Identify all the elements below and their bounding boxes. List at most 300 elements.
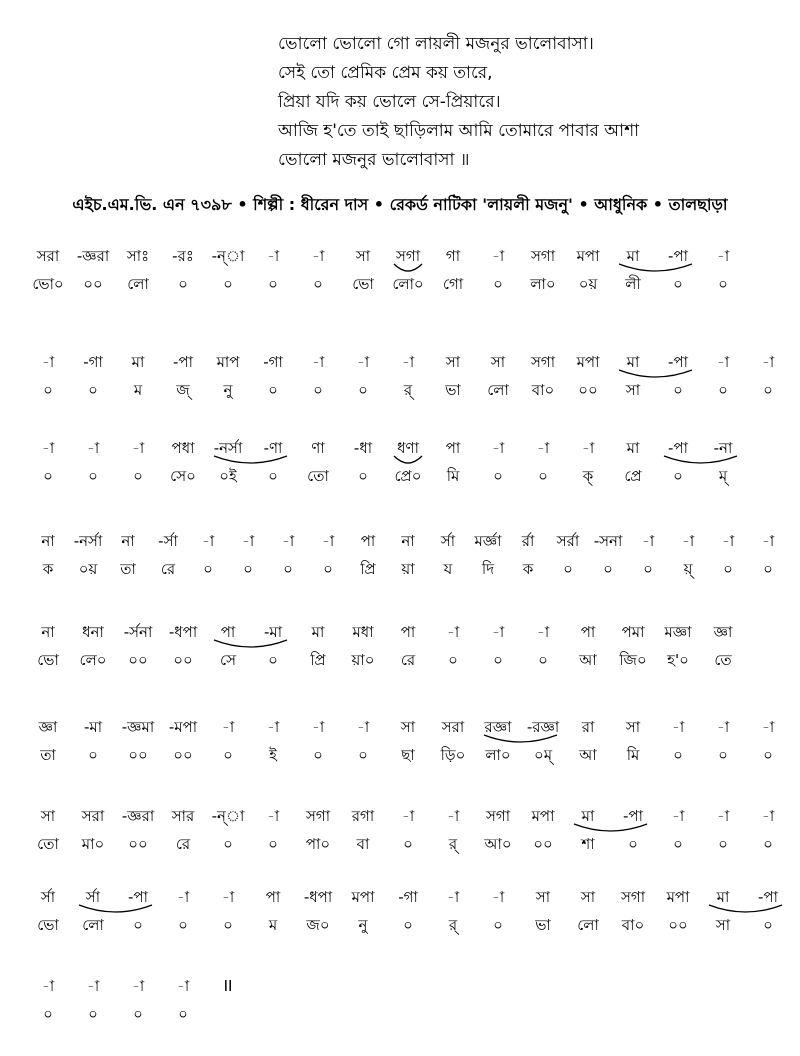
swara-note: সর্রা (556, 532, 580, 550)
slur-curve (214, 640, 287, 647)
syllable: ০ (178, 916, 188, 934)
syllable: য়া (401, 560, 415, 578)
syllable: য়া০ (351, 651, 375, 669)
swara-note: -না (713, 439, 733, 457)
slur-curve (619, 264, 692, 271)
swara-note: পা (265, 888, 281, 906)
syllable: ০ (268, 467, 278, 485)
syllable: ০ (268, 835, 278, 853)
syllable: ০ (718, 835, 728, 853)
swara-note: -া (761, 718, 775, 736)
swara-note: গা (445, 247, 461, 265)
swara-note: সগা (305, 807, 331, 825)
swara-note: -া (86, 977, 100, 995)
syllable: বা০ (621, 916, 645, 934)
swara-note: -া (86, 439, 100, 457)
swara-note: সগা (395, 247, 421, 265)
syllable: ০ (88, 1005, 98, 1023)
slur-curve (574, 824, 647, 831)
swara-note: পধা (171, 439, 195, 457)
swara-note: -ধপা (168, 623, 198, 641)
swara-note: মপা (351, 888, 375, 906)
swara-note: -নর্সা (213, 439, 243, 457)
syllable: ০ (43, 381, 53, 399)
swara-note: জ্ঞা (38, 718, 58, 736)
swara-note: মর্জ্ঞা (474, 532, 502, 550)
syllable: ০ (763, 835, 773, 853)
swara-note: -া (241, 532, 255, 550)
swara-note: না (401, 532, 415, 550)
swara-note: সগা (485, 807, 511, 825)
swara-note: -া (761, 353, 775, 371)
slur-mark (48, 903, 768, 917)
swara-note: র্সা (440, 532, 456, 550)
syllable: তো (37, 835, 59, 853)
swara-note: -া (41, 439, 55, 457)
swara-note: -া (176, 977, 190, 995)
syllable: আ (579, 651, 597, 669)
syllable: লো (577, 916, 599, 934)
swara-note: মধা (352, 623, 374, 641)
syllable: সে (220, 651, 236, 669)
slur-mark (48, 638, 768, 652)
syllable: ০ (243, 560, 253, 578)
swara-note: -া (491, 888, 505, 906)
syllable: ড়ি০ (440, 746, 466, 764)
swara-note: -া (176, 888, 190, 906)
syllable: লো (82, 916, 104, 934)
swara-note: -া (311, 247, 325, 265)
syllable: ০ (403, 916, 413, 934)
syllable: মি (446, 467, 460, 485)
syllable: ভো (352, 275, 374, 293)
syllable: ০ (283, 560, 293, 578)
syllable: ০ (763, 381, 773, 399)
syllable: ০০ (128, 746, 148, 764)
syllable: মা০ (81, 835, 105, 853)
swara-note: সা (490, 353, 506, 371)
swara-note: -া (641, 532, 655, 550)
syllable: লে০ (79, 651, 107, 669)
swara-note: -া (491, 623, 505, 641)
syllable: রে (160, 560, 176, 578)
syllable: ০ (223, 835, 233, 853)
syllable: ০ (358, 467, 368, 485)
lyric-syllable-row (43, 1000, 768, 1028)
syllable: ০ (763, 746, 773, 764)
slur-curve (619, 370, 692, 377)
swara-note: -ন্া (211, 247, 245, 265)
swara-note: II (223, 977, 233, 995)
syllable: লা০ (530, 275, 556, 293)
syllable: তা (120, 560, 136, 578)
syllable: য়্ (683, 560, 693, 578)
syllable: ০ (493, 916, 503, 934)
syllable: প্রি (360, 560, 376, 578)
syllable: ০ (88, 467, 98, 485)
syllable: সা (625, 381, 641, 399)
syllable: ০ (673, 467, 683, 485)
syllable: প্রি (310, 651, 326, 669)
syllable: ০ (88, 381, 98, 399)
syllable: ০ (223, 746, 233, 764)
swara-note: -া (446, 623, 460, 641)
swara-note: সা (355, 247, 371, 265)
swara-note: -র্সনা (123, 623, 153, 641)
swara-note: -া (761, 807, 775, 825)
swara-note: -া (716, 718, 730, 736)
syllable: ০ (133, 1005, 143, 1023)
swara-note: -া (266, 807, 280, 825)
swara-note: -নর্সা (73, 532, 103, 550)
swara-note: সরা (441, 718, 465, 736)
swara-note: -পা (623, 807, 643, 825)
swara-note: সা (625, 718, 641, 736)
syllable: তা (40, 746, 56, 764)
swara-note: -ন্া (211, 807, 245, 825)
slur-mark (48, 733, 768, 747)
swara-note: পা (220, 623, 236, 641)
swara-note: -মা (263, 623, 283, 641)
swara-note: রগা (351, 807, 375, 825)
swara-note: সগা (530, 247, 556, 265)
syllable: লো০ (392, 275, 424, 293)
syllable: ম (133, 381, 143, 399)
swara-note: -া (356, 718, 370, 736)
syllable: ০ (403, 835, 413, 853)
syllable: ০ (358, 746, 368, 764)
swara-note: পা (580, 623, 596, 641)
slur-mark (48, 822, 768, 836)
syllable: হ'০ (667, 651, 689, 669)
swara-note: -া (281, 532, 295, 550)
swara-note: -া (201, 532, 215, 550)
syllable: ০০ (83, 275, 103, 293)
syllable: ০০ (578, 381, 598, 399)
swara-note: -া (446, 888, 460, 906)
swara-note: -রঃ (172, 247, 194, 265)
swara-note: -রজ্ঞা (526, 718, 560, 736)
syllable: ০ (203, 560, 213, 578)
syllable: ০য় (78, 560, 98, 578)
swara-note: -ধপা (303, 888, 333, 906)
syllable: ০ম্ (533, 746, 553, 764)
swara-note: -া (221, 718, 235, 736)
swara-note: -া (721, 532, 735, 550)
syllable: ০ (493, 467, 503, 485)
swara-note: -া (311, 353, 325, 371)
syllable: ০ (178, 275, 188, 293)
swara-note: -া (681, 532, 695, 550)
syllable: ০০ (173, 746, 193, 764)
slur-mark (48, 368, 768, 382)
syllable: আ০ (484, 835, 512, 853)
syllable: ০ (763, 560, 773, 578)
syllable: ০ (43, 1005, 53, 1023)
swara-note: ধনা (82, 623, 104, 641)
swara-note: মপা (666, 888, 690, 906)
swara-note: -জ্ঞরা (76, 247, 110, 265)
syllable: র্ (448, 835, 458, 853)
swara-note: সা (580, 888, 596, 906)
syllable: ০ (133, 916, 143, 934)
syllable: লো (127, 275, 149, 293)
syllable: জ্ (176, 381, 190, 399)
syllable: ০০ (128, 651, 148, 669)
swara-note: -া (131, 977, 145, 995)
syllable: জি০ (619, 651, 647, 669)
swara-note: -ণা (263, 439, 283, 457)
swara-note: সার (171, 807, 195, 825)
swara-note: -া (671, 718, 685, 736)
swara-note: -া (266, 247, 280, 265)
syllable: ০ (133, 467, 143, 485)
swara-note: মপা (531, 807, 555, 825)
swara-note: মজ্ঞা (664, 623, 692, 641)
swara-note: -া (716, 807, 730, 825)
swara-note: সা (535, 888, 551, 906)
syllable: ০ (268, 651, 278, 669)
swara-note: রা (581, 718, 595, 736)
swara-note: -পা (668, 439, 688, 457)
song-lyrics (278, 30, 639, 175)
syllable: য (443, 560, 453, 578)
syllable: র্ (403, 381, 413, 399)
syllable: তো (307, 467, 329, 485)
syllable: ০ (43, 467, 53, 485)
swara-note: -ধা (353, 439, 373, 457)
syllable: ০ (88, 746, 98, 764)
swara-note: ধণা (397, 439, 419, 457)
swara-note: পমা (621, 623, 645, 641)
swara-note: -া (536, 623, 550, 641)
swara-note: র্সা (40, 888, 56, 906)
swara-note: -া (41, 977, 55, 995)
syllable: আ (579, 746, 597, 764)
swara-note: রজ্ঞা (484, 718, 512, 736)
lyric-line: ভোলো ভোলো গো লায়লী মজনুর ভালোবাসা। (278, 34, 594, 54)
swara-row (41, 527, 775, 555)
syllable: ভো০ (32, 275, 64, 293)
swara-note: সগা (530, 353, 556, 371)
swara-note: -া (581, 439, 595, 457)
swara-note: পা (360, 532, 376, 550)
swara-row (41, 972, 768, 1000)
syllable: সা (715, 916, 731, 934)
syllable: র্ (448, 916, 458, 934)
record-info: এইচ.এম.ভি. এন ৭৩৯৮ • শিল্পী : ধীরেন দাস • রেকর্ড নাটিকা 'লায়লী মজনু' • আধুনিক • তালছাড়া (72, 195, 728, 214)
swara-note: -জ্ঞরা (121, 807, 155, 825)
syllable: ক (522, 560, 534, 578)
swara-note: সরা (36, 247, 60, 265)
syllable: ০ (718, 275, 728, 293)
syllable: ০ (323, 560, 333, 578)
syllable: প্রে০ (394, 467, 422, 485)
syllable: ০ (538, 651, 548, 669)
syllable: নু (223, 381, 233, 399)
syllable: ০ (723, 560, 733, 578)
swara-note: -র্সা (158, 532, 178, 550)
lyric-line: সেই তো প্রেমিক প্রেম কয় তারে, (278, 63, 493, 83)
syllable: জ০ (306, 916, 330, 934)
syllable: ০ (673, 835, 683, 853)
slur-curve (664, 456, 737, 463)
swara-note: -মপা (168, 718, 198, 736)
syllable: ছা (401, 746, 415, 764)
syllable: ভা (535, 916, 551, 934)
notation-block (41, 972, 768, 1028)
swara-note: সাঃ (126, 247, 150, 265)
syllable: ০ই (219, 467, 237, 485)
swara-note: -পা (173, 353, 193, 371)
swara-note: মা (626, 439, 640, 457)
syllable: ০ (673, 275, 683, 293)
syllable: ০ (223, 275, 233, 293)
syllable: বা (356, 835, 370, 853)
syllable: ক্ (582, 467, 594, 485)
swara-note: -গা (83, 353, 103, 371)
syllable: ০ (448, 651, 458, 669)
swara-note: -া (401, 353, 415, 371)
swara-note: -সনা (593, 532, 623, 550)
syllable: সে০ (170, 467, 196, 485)
syllable: ০০ (533, 835, 553, 853)
syllable: নু (358, 916, 368, 934)
slur-curve (484, 735, 557, 742)
lyric-syllable-row (42, 555, 773, 583)
lyric-line: প্রিয়া যদি কয় ভোলে সে-প্রিয়ারে। (278, 92, 501, 112)
swara-note: র্সা (85, 888, 101, 906)
syllable: ০ (603, 560, 613, 578)
swara-note: মা (626, 247, 640, 265)
swara-note: -া (311, 718, 325, 736)
swara-note: -া (716, 353, 730, 371)
lyric-line: আজি হ'তে তাই ছাড়িলাম আমি তোমারে পাবার আশা (278, 121, 640, 141)
syllable: ০ (313, 381, 323, 399)
syllable: ০০ (668, 916, 688, 934)
swara-note: না (41, 623, 55, 641)
swara-note: মাপ (216, 353, 240, 371)
swara-note: -গা (398, 888, 418, 906)
swara-note: মা (131, 353, 145, 371)
syllable: ম (268, 916, 278, 934)
swara-note: -া (716, 247, 730, 265)
swara-note: -া (356, 353, 370, 371)
lyric-line: ভোলো মজনুর ভালোবাসা ॥ (278, 150, 470, 170)
swara-note: -া (536, 439, 550, 457)
syllable: ০ (223, 916, 233, 934)
syllable: শা (581, 835, 595, 853)
syllable: ০ (628, 835, 638, 853)
swara-note: -া (221, 888, 235, 906)
swara-note: র্রা (521, 532, 535, 550)
syllable: ০ (358, 381, 368, 399)
notation-block (41, 527, 775, 583)
swara-note: ণা (311, 439, 325, 457)
swara-note: -া (491, 439, 505, 457)
syllable: ০ (178, 1005, 188, 1023)
swara-note: না (121, 532, 135, 550)
syllable: ক (42, 560, 54, 578)
syllable: গো (442, 275, 464, 293)
swara-note: -া (671, 807, 685, 825)
swara-note: -া (446, 807, 460, 825)
swara-note: -া (266, 718, 280, 736)
syllable: প্রে (624, 467, 642, 485)
swara-note: -া (321, 532, 335, 550)
swara-note: -পা (668, 247, 688, 265)
swara-note: -া (131, 439, 145, 457)
swara-note: মা (626, 353, 640, 371)
swara-note: -পা (668, 353, 688, 371)
syllable: রে (175, 835, 191, 853)
syllable: ০ (493, 651, 503, 669)
swara-note: -পা (128, 888, 148, 906)
swara-note: সা (400, 718, 416, 736)
syllable: তে (714, 651, 732, 669)
swara-note: -া (401, 807, 415, 825)
syllable: ০য় (578, 275, 598, 293)
swara-note: জ্ঞা (713, 623, 733, 641)
syllable: ০ (763, 916, 773, 934)
swara-note: সা (40, 807, 56, 825)
syllable: ভা (445, 381, 461, 399)
syllable: লা০ (485, 746, 511, 764)
syllable: রে (400, 651, 416, 669)
swara-note: পা (400, 623, 416, 641)
syllable: ০ (493, 275, 503, 293)
swara-note: মপা (576, 353, 600, 371)
syllable: ০০ (173, 651, 193, 669)
swara-note: -া (491, 247, 505, 265)
syllable: লো (487, 381, 509, 399)
swara-note: মা (716, 888, 730, 906)
swara-note: সরা (81, 807, 105, 825)
syllable: লী (625, 275, 641, 293)
swara-note: সগা (620, 888, 646, 906)
syllable: ০ (563, 560, 573, 578)
swara-note: -পা (758, 888, 778, 906)
swara-note: -গা (263, 353, 283, 371)
swara-note: পা (445, 439, 461, 457)
swara-note: সা (445, 353, 461, 371)
slur-mark (48, 454, 768, 468)
syllable: দি (481, 560, 495, 578)
swara-note: -া (761, 532, 775, 550)
syllable: ০ (268, 275, 278, 293)
swara-note: -মা (83, 718, 103, 736)
swara-note: মা (581, 807, 595, 825)
swara-note: -া (41, 353, 55, 371)
syllable: পা০ (305, 835, 331, 853)
syllable: ০ (538, 467, 548, 485)
syllable: ০ (673, 746, 683, 764)
swara-note: -জ্ঞমা (121, 718, 155, 736)
slur-mark (48, 262, 768, 276)
swara-note: মা (311, 623, 325, 641)
syllable: ০ (718, 381, 728, 399)
syllable: ভো (37, 916, 59, 934)
syllable: বা০ (531, 381, 555, 399)
syllable: ০ (313, 275, 323, 293)
syllable: ম্ (718, 467, 728, 485)
syllable: ০০ (128, 835, 148, 853)
syllable: ০ (718, 746, 728, 764)
syllable: মি (626, 746, 640, 764)
swara-note: না (41, 532, 55, 550)
syllable: ০ (313, 746, 323, 764)
swara-note: মপা (576, 247, 600, 265)
